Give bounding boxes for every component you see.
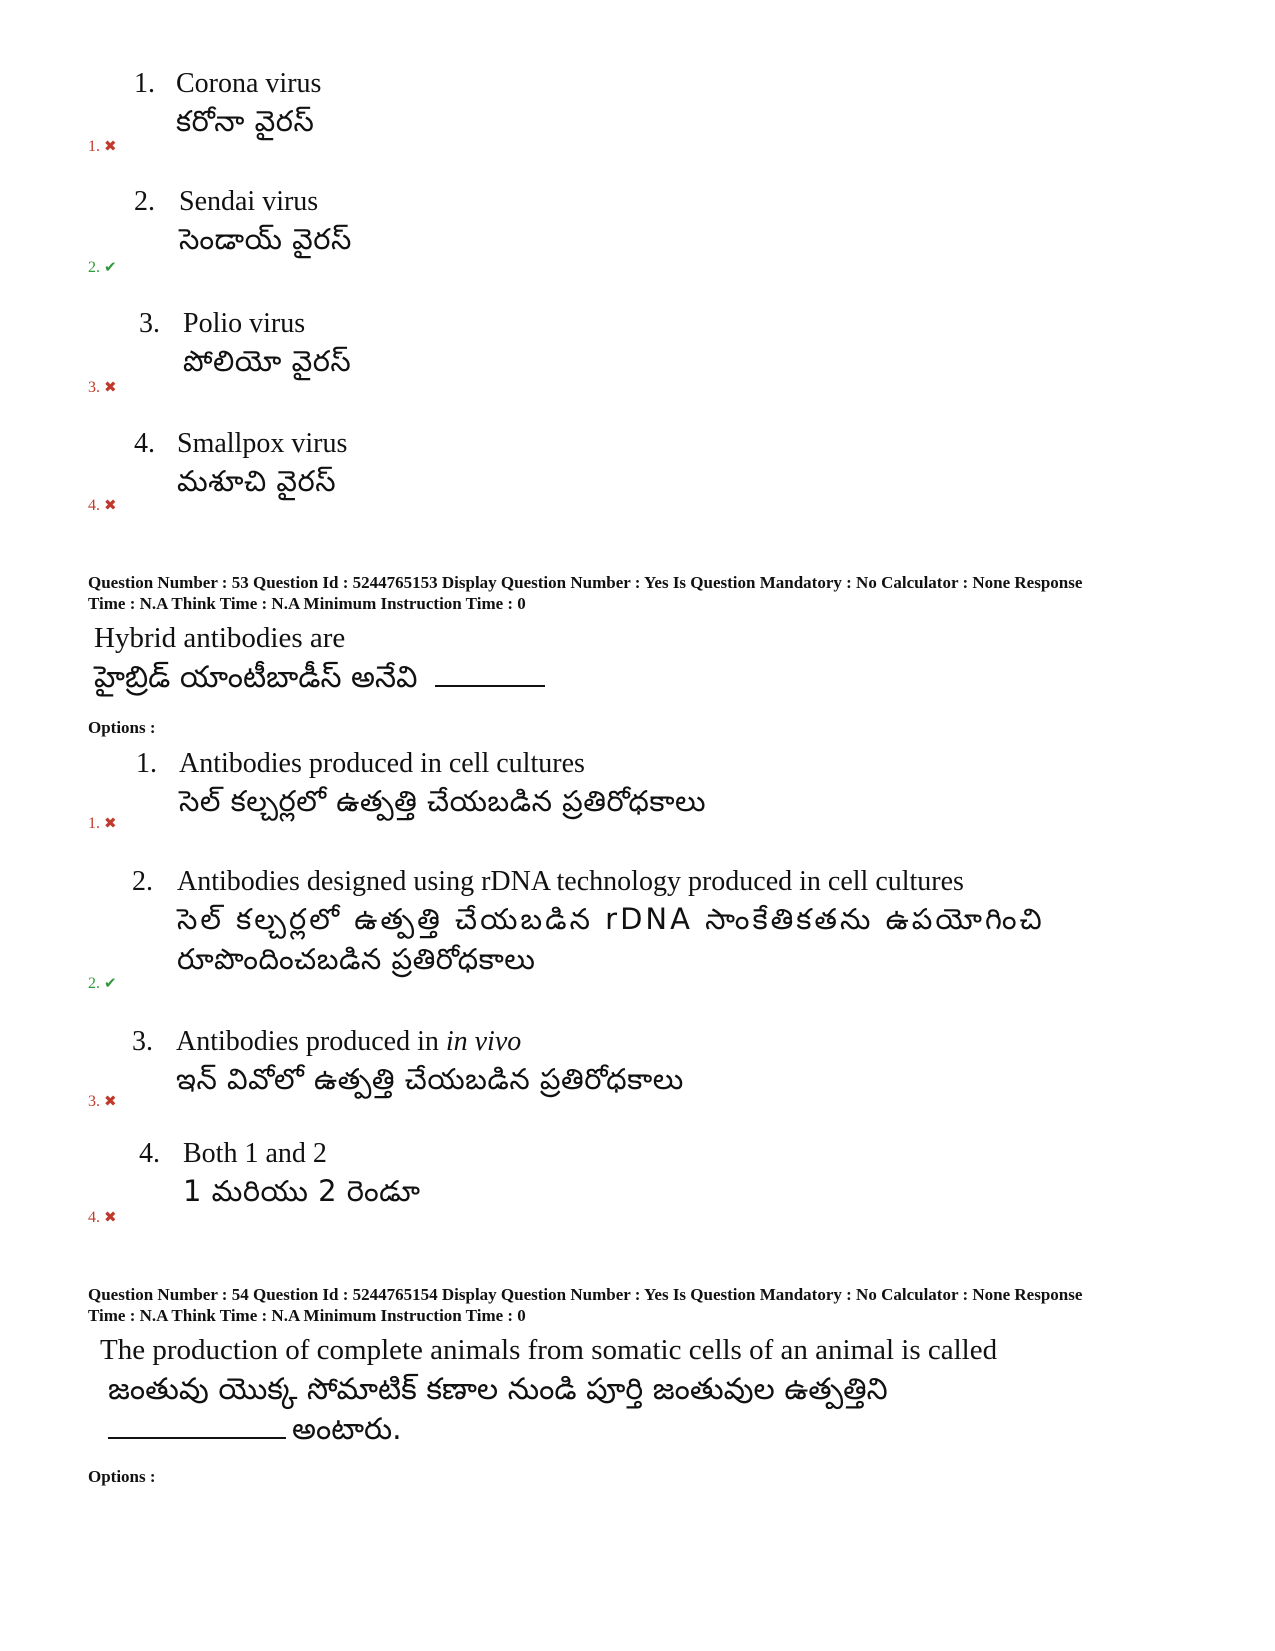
meta-line: Question Number : 54 Question Id : 5244765154 Display Question Number : Yes Is Question Mandatory : No Calculator : None Response — [88, 1285, 1083, 1304]
option-text-en: Both 1 and 2 — [183, 1138, 327, 1169]
question-stem-te — [94, 660, 545, 702]
stem-te-text: అంటారు. — [292, 1412, 402, 1447]
cross-icon: ✖ — [104, 1094, 117, 1110]
meta-line: Time : N.A Think Time : N.A Minimum Instruction Time : 0 — [88, 1306, 526, 1325]
option-text-te: సెల్ కల్చర్లలో ఉత్పత్తి చేయబడిన ప్రతిరోధకాలు — [179, 784, 707, 818]
options-label: Options : — [88, 718, 156, 737]
option-number: 2. — [132, 866, 153, 897]
option-text-te: కరోనా వైరస్ — [176, 104, 315, 138]
option-text-en: Antibodies produced in cell cultures — [179, 748, 585, 779]
option-text-te: సెల్ కల్చర్లలో ఉత్పత్తి చేయబడిన rDNA సాంకేతికతను ఉపయోగించి — [177, 902, 1045, 936]
meta-line: Question Number : 53 Question Id : 5244765153 Display Question Number : Yes Is Question Mandatory : No Calculator : None Response — [88, 573, 1083, 592]
option-number: 3. — [139, 308, 160, 339]
option-text-en — [176, 1026, 521, 1058]
answer-mark: 4. ✖ — [88, 1209, 117, 1226]
question-meta — [88, 572, 1198, 614]
cross-icon: ✖ — [104, 380, 117, 396]
answer-mark: 1. ✖ — [88, 815, 117, 832]
option-number: 1. — [136, 748, 157, 779]
cross-icon: ✖ — [104, 1210, 117, 1226]
option-text-te: పోలియో వైరస్ — [183, 344, 352, 378]
option-text-en: Polio virus — [183, 308, 306, 339]
question-stem-en: Hybrid antibodies are — [94, 622, 346, 654]
option-text-te: మశూచి వైరస్ — [177, 464, 337, 498]
cross-icon: ✖ — [104, 139, 117, 155]
option-text-en: Sendai virus — [179, 186, 319, 217]
option-text-te: ఇన్ వివోలో ఉత్పత్తి చేయబడిన ప్రతిరోధకాలు — [176, 1062, 684, 1096]
option-text-te: సెండాయ్ వైరస్ — [179, 222, 352, 256]
option-text-te: రూపొందించబడిన ప్రతిరోధకాలు — [177, 942, 536, 976]
answer-blank — [435, 684, 545, 687]
option-text-prefix: Antibodies produced in — [176, 1026, 446, 1057]
question-stem-te — [108, 1412, 402, 1454]
check-icon: ✔ — [104, 976, 117, 992]
check-icon: ✔ — [104, 260, 117, 276]
answer-mark: 1. ✖ — [88, 138, 117, 155]
option-number: 3. — [132, 1026, 153, 1057]
answer-mark: 3. ✖ — [88, 379, 117, 396]
meta-line: Time : N.A Think Time : N.A Minimum Instruction Time : 0 — [88, 594, 526, 613]
option-text-en: Antibodies designed using rDNA technology produced in cell cultures — [177, 866, 964, 897]
answer-mark: 3. ✖ — [88, 1093, 117, 1110]
option-number: 4. — [134, 428, 155, 459]
question-stem-en: The production of complete animals from somatic cells of an animal is called — [100, 1334, 998, 1366]
options-label: Options : — [88, 1467, 156, 1486]
question-stem-te: జంతువు యొక్క సోమాటిక్ కణాల నుండి పూర్తి జంతువుల ఉత్పత్తిని — [108, 1372, 888, 1407]
option-text-italic: in vivo — [445, 1026, 522, 1057]
cross-icon: ✖ — [104, 498, 117, 514]
option-text-en: Corona virus — [176, 68, 322, 99]
option-number: 2. — [134, 186, 155, 217]
stem-te-text: హైబ్రిడ్ యాంటీబాడీస్ అనేవి — [94, 660, 418, 695]
answer-mark: 2. ✔ — [88, 259, 117, 276]
answer-mark: 2. ✔ — [88, 975, 117, 992]
option-text-en: Smallpox virus — [177, 428, 348, 459]
question-meta — [88, 1284, 1198, 1326]
option-number: 1. — [134, 68, 155, 99]
answer-blank — [108, 1436, 286, 1439]
answer-mark: 4. ✖ — [88, 497, 117, 514]
cross-icon: ✖ — [104, 816, 117, 832]
option-text-te: 1 మరియు 2 రెండూ — [183, 1174, 421, 1208]
option-number: 4. — [139, 1138, 160, 1169]
